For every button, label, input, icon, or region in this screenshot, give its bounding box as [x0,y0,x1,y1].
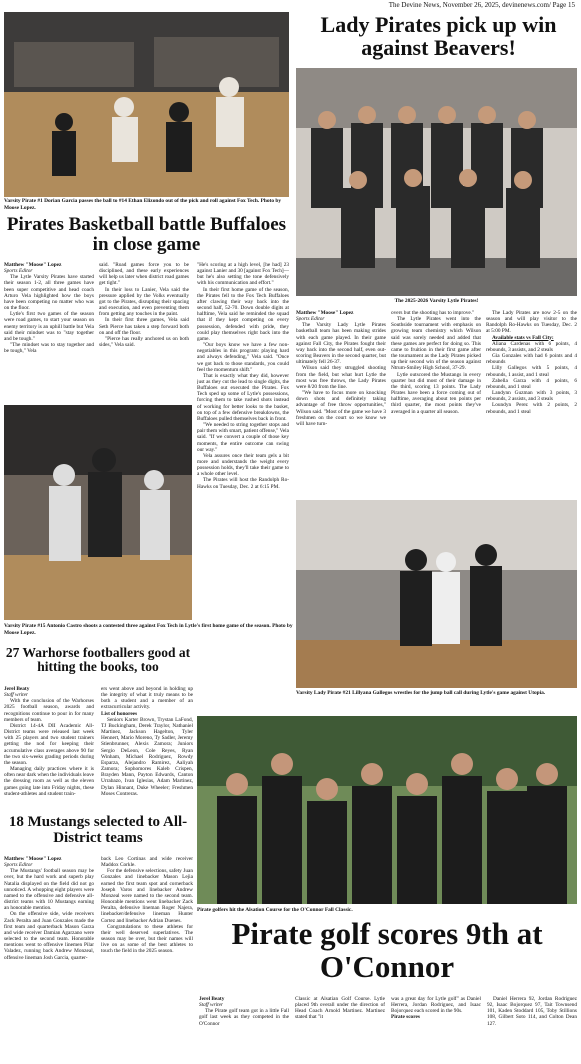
paragraph: said. "Road games force you to be disciplined, and these early experiences will help us later when district road games get tight." [99,262,189,287]
scores-list: Daniel Herrera 92, Jordan Rodriguez 92, Isaac Bojorquez 97, Tait Townsend 101, Kaden Stoddard 105, Toby Stillions 108, Gilbert Soto 114, and Colton Dean 127. [487,996,577,1027]
stat-line: Loundyn Perez with 2 points, 2 rebounds, and 1 steal [486,402,577,415]
basketball-col-1 [4,262,94,402]
golf-photo-caption: Pirate golfers hit the Alsation Course for the O'Connor Fall Classic. [197,907,353,913]
stat-line: Lilly Gallegos with 5 points, 4 rebounds, 1 assist, and 1 steal [486,365,577,378]
page-folio: The Devine News, November 26, 2025, devinenews.com/ Page 15 [388,1,575,9]
paragraph: The Lady Pirates are now 2-5 on the season and will play visitor to the Randolph Ro-Hawks on Tuesday, Dec. 2 at 5:00 PM. [486,310,577,335]
lady-pirates-role: Sports Editor [296,316,325,323]
basketball-col-3 [197,262,289,654]
golf-col-3 [391,996,481,1060]
mustangs-col-2 [101,856,193,1060]
paragraph: Classic at Alsatian Golf Course. Lytle placed 9th overall under the direction of Head Coach Arnold Martinez. Martinez stated that "it [295,996,385,1021]
honorees-list: Seniors Karter Brown, Trystan LaFond, TJ Buckingham, Derek Traylor, Nathaniel Martinez, Jackson Hagelton, Tyler Hennert, Mario Moreno, Ty Sadler, Jeremy Stienbrunner, Alexis Zamora; Juniors Sergio DeLeon, Cole Reyes, Ryan Winham, Michael Rodriguez, Rowdy Esparza, Alejandro Ramirez, Aaliyah Zamora; Sophomores Kaleb Crispen, Brayden Mann, Payton Edwards, Canton Urrabazo, Ivan Iglesias, Adam Martinez, Dylan Hinnant, Duke Wheeler; Freshmen Moses Contreras. [101,716,193,797]
warhorse-headline: 27 Warhorse footballers good at hitting the books, too [5,646,191,675]
golf-col-2 [295,996,385,1060]
paragraph: "We needed to string together stops and pair them with smart, patient offense," Vela said. "If we convert a couple of those key moments, the entire outcome can swing our way." [197,422,289,453]
lady-pirates-col-3 [486,310,577,497]
golf-byline: Jerel Beaty [199,996,225,1002]
lady-pirates-col-2 [391,310,481,497]
stat-line: Zabella Garza with 4 points, 6 rebounds, and 1 steal [486,377,577,390]
paragraph: "The mindset was to stay together and be tough," Vela [4,342,94,355]
lady-pirates-photo-2 [296,500,577,688]
paragraph: The Pirate golf team got in a little Fall golf last week as they competed in the O'Connor [199,1008,289,1027]
paragraph: The Pirates will host the Randolph Ro-Hawks on Tuesday, Dec. 2 at 6:15 PM. [197,477,289,490]
paragraph: District 14-4A DII Academic All-District teams were released last week with 25 players and two student trainers getting the nod for keeping their accumulative class averages above 90 for the two six-weeks grading periods during the season. [4,722,94,766]
stats-heading: Available stats vs Fall City: [492,334,554,341]
warhorse-col-1 [4,686,94,812]
scores-heading: Pirate scores [391,1014,420,1021]
paragraph: Wilson said they struggled shooting from the field, but what hurt Lytle the most was free throws, the Lady Pirates were 8/20 from the line. [296,365,386,390]
paragraph: With the conclusion of the Warhorses 2025 football season, awards and recognitions continue to pour in for many members of team. [4,698,94,723]
stat-line: Gia Gonzales with had 6 points and 4 rebounds [486,353,577,366]
paragraph: Vela assures once their team gels a bit more and understands the weight every possession holds, they'll take their game to a whole other level. [197,452,289,478]
golf-team-photo [197,716,577,904]
mustangs-byline: Matthew "Moose" Lopez [4,856,62,862]
paragraph: The Varsity Lady Lytle Pirates basketball team has been making strides with each game played. In their game against Fall City, the Pirates fought their way back into the second half, even out-scoring Beavers in the second quarter, but ultimately fell 26-37. [296,322,386,366]
mustangs-role: Sports Editor [4,862,33,869]
basketball-photo-2 [4,405,192,620]
paragraph: was a great day for Lytle golf" as Daniel Herrera, Jordan Rodriguez, and Isaac Bojorquez each scored in the 90s. [391,996,481,1015]
warhorse-byline: Jerel Beaty [4,686,30,692]
paragraph: In their loss to Lanier, Vela said the pressure applied by the Volks eventually got to the Pirates, disrupting their spacing and execution, and even preventing them from getting any touches in the paint. [99,286,189,318]
list-heading: List of honorees [101,710,138,717]
lady-pirates-team-photo-caption: The 2025-2026 Varsity Lytle Pirates! [394,298,479,304]
golf-col-1 [199,996,289,1060]
lady-pirates-team-photo [296,68,577,296]
paragraph: "Pierce has really anchored us on both sides," Vela said. [99,335,189,349]
stat-line: Aliana Cardenas with 6 points, 4 rebounds, 3 assists, and 2 steals [486,340,577,353]
basketball-photo-1 [4,12,289,197]
paragraph: Lytle's first two games of the season were road games, to start your season on enemy territory is an uphill battle but Vela said their mindset was to "stay together and be tough." [4,311,94,342]
golf-role: Staff writer [199,1002,223,1009]
paragraph: In their first three games, Vela said Seth Pierce has taken a step forward both on and off the floor. [99,317,189,336]
mustangs-headline: 18 Mustangs selected to All-District teams [8,815,188,846]
paragraph: That is exactly what they did, however just as they cut the lead to single digits, the Buffaloes out executed the Pirates. Fox Tech sped up some of Lytle's possessions, forcing them to take rushed shots instead of working for better looks to the basket, on top of a few defensive breakdowns, the Buffaloes pulled themselves back in front. [197,372,289,422]
lady-pirates-col-1 [296,310,386,497]
basketball-photo-1-caption: Varsity Pirate #1 Dorian Garcia passes the ball to #14 Ethan Elizondo out of the pick and roll against Fox Tech. Photo by Moose Lopez. [4,198,282,211]
basketball-col-2 [99,262,189,402]
basketball-role: Sports Editor [4,268,33,275]
paragraph: back Leo Cortinas and wide receiver Maddox Corkle. [101,856,193,869]
paragraph: ers went above and beyond in holding up the integrity of what it truly means to be both a student and a member of an extracurricular activity. [101,686,193,711]
paragraph: On the offensive side, wide receivers Zack Peralta and Juan Gonzales made the first team and quarterback Mason Garza and wide receiver Damian Agarzano were selected to the second team. Honorable mentions went to offensive linemen Pilar Valadez, running back Andrew Monzeal, offensive lineman Josh Garcia, quarter- [4,911,94,961]
paragraph: Congratulations to these athletes for their well deserved superlatives. The season may be over, but their names will live on as some of the best athletes to touch the field in the 2025 season. [101,923,193,955]
paragraph: The Lytle Varsity Pirates have started their season 1-2, all three games have been super competitive and head coach Arturo Vela highlighted how the boys have been competing no matter who was on the floor. [4,274,94,312]
paragraph: The Lytle Pirates went into the Southside tournament with emphasis on growing team chemistry which Wilson said was sorely needed and added that these games are perfect for doing so. This came to fruition in their first game after the tournament as the Lady Pirates picked up their second win of the season against Ntrum-Smiley High School, 37-29. [391,316,481,372]
basketball-byline: Matthew "Moose" Lopez [4,262,62,268]
basketball-photo-2-caption: Varsity Pirate #15 Antonio Castro shoots a contested three against Fox Tech in Lytle's first home game of the season. Photo by Moose Lopez. [4,623,293,636]
mustangs-col-1 [4,856,94,1060]
lady-pirates-byline: Matthew "Moose" Lopez [296,310,354,316]
golf-headline: Pirate golf scores 9th at O'Connor [231,918,543,984]
paragraph: "He's scoring at a high level, [he had] 23 against Lanier and 30 [against Fox Tech]—but he's also setting the tone defensively with his communication and effort." [197,262,289,287]
basketball-headline: Pirates Basketball battle Buffaloes in close game [6,215,287,255]
paragraph: Managing daily practices where it is often near dark when the individuals leave the dressing room as well as the eleven games going late into Friday nights, these student-athletes and student train- [4,766,94,797]
lady-pirates-headline: Lady Pirates pick up win against Beavers! [320,13,557,61]
paragraph: For the defensive selections, safety Juan Gonzales and linebacker Mason Lejia earned the first team spot and cornerback Joseph Varos and linebacker Andrew Monzeal were named to the second team. Honorable mentions went linebacker Zack Peralta, defensive lineman Roger Najera, linebacker/defensive lineman Hunter Cortez and linebacker Adrian Duenes. [101,868,193,924]
stat-line: Landynn Guzman with 3 points, 3 rebounds, 2 assists, and 3 steals [486,390,577,403]
paragraph: In their first home game of the season, the Pirates fell to the Fox Tech Buffaloes after clawing their way back into the second half, 52-70. Down double digits at halftime, Vela said he reminded the squad that if they kept competing on every possession, defended with pride, they could play themselves right back into the game. [197,286,289,342]
paragraph: "Our boys know we have a few non-negotiables in this program: playing hard and always defending," Vela said. "Once we got back to those standards, you could feel the momentum shift." [197,342,289,373]
paragraph: Lytle outscored the Mustangs in every quarter but did most of their damage in the third, scoring 13 points. The Lady Pirates have been a force coming out of halftime, averaging about ten points per third quarter, the most points they've averaged in a quarter all season. [391,371,481,415]
paragraph: The Mustangs' football season may be over, but the hard work and superb play Natalia displayed on the field did not go unnoticed. A whopping eight players were named to the offensive and defensive all-district teams with 10 Mustangs earning an honorable mention. [4,868,94,912]
paragraph: overs but the shooting has to improve." [391,310,475,316]
paragraph: "We have to focus more on knocking down shots and definitely taking advantage of free throw opportunities," Wilson said. "Most of the game we have 3 freshmen on the court so we know we will have turn- [296,390,386,427]
warhorse-col-2 [101,686,193,812]
lady-pirates-photo-2-caption: Varsity Lady Pirate #21 Lillyana Gallegos wrestles for the jump ball call during Lytle's game against Utopia. [296,690,546,696]
warhorse-role: Staff writer [4,692,28,699]
golf-col-4 [487,996,577,1060]
